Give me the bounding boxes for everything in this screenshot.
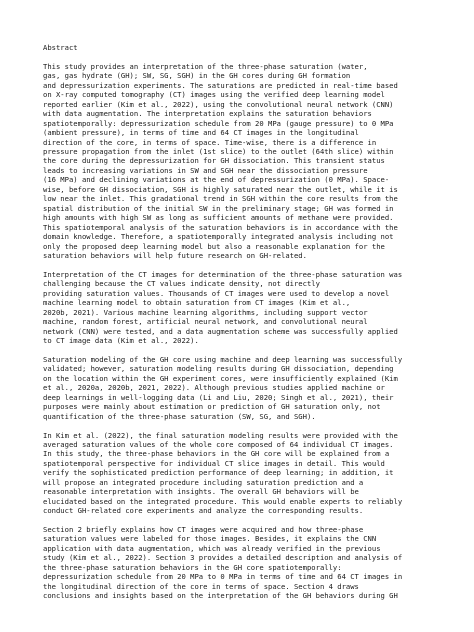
abstract-heading: Abstract <box>43 43 78 52</box>
text-line: spatiotemporally: depressurization schedule from 20 MPa (gauge pressure) to 0 MPa <box>43 118 394 128</box>
text-line: validated; however, saturation modeling results during GH dissociation, depending <box>43 364 394 374</box>
text-line: the core during the depressurization for GH dissociation. This transient status <box>43 156 385 166</box>
text-line: will propose an integrated procedure including saturation prediction and a <box>43 477 364 487</box>
text-line: Saturation modeling of the GH core using machine and deep learning was successfully <box>43 354 403 364</box>
text-line: and depressurization experiments. The saturations are predicted in real-time based <box>43 80 398 90</box>
text-line: high amounts with high SW as long as sufficient amounts of methane were provided. <box>43 213 394 223</box>
text-line: Interpretation of the CT images for determination of the three-phase saturation was <box>43 269 403 279</box>
text-line: low near the inlet. This gradational trend in SGH within the core results from the <box>43 194 398 204</box>
paragraph-2 <box>43 270 463 346</box>
text-line: wise, before GH dissociation, SGH is highly saturated near the outlet, while it is <box>43 184 398 194</box>
text-line: to CT image data (Kim et al., 2022). <box>43 336 199 346</box>
text-line: spatial distribution of the initial SW in the preliminary stage; GH was formed in <box>43 203 394 213</box>
text-line: Section 2 briefly explains how CT images were acquired and how three-phase <box>43 525 364 535</box>
text-line: 2020b, 2021). Various machine learning algorithms, including support vector <box>43 307 368 317</box>
text-line: reasonable interpretation with insights. The overall GH behaviors will be <box>43 487 359 497</box>
text-line: network (CNN) were tested, and a data augmentation scheme was successfully applied <box>43 326 398 336</box>
text-line: In this study, the three-phase behaviors in the GH core will be explained from a <box>43 449 390 459</box>
text-line: leads to increasing variations in SW and SGH near the dissociation pressure <box>43 165 368 175</box>
text-line: application with data augmentation, which was already verified in the previous <box>43 543 381 553</box>
text-line: (16 MPa) and declining variations at the end of depressurization (0 MPa). Space- <box>43 175 390 185</box>
document-page <box>43 43 463 610</box>
text-line: only the proposed deep learning model but also a reasonable explanation for the <box>43 241 385 251</box>
text-line: with data augmentation. The interpretation explains the saturation behaviors <box>43 109 372 119</box>
text-line: saturation behaviors will help future research on GH-related. <box>43 250 307 260</box>
text-line: deep learnings in well-logging data (Li and Liu, 2020; Singh et al., 2021), their <box>43 392 394 402</box>
text-line: challenging because the CT values indicate density, not directly <box>43 279 320 289</box>
document-body <box>43 62 463 601</box>
text-line: on the location within the GH experiment cores, were insufficiently explained (Kim <box>43 373 398 383</box>
text-line: on X-ray computed tomography (CT) images using the verified deep learning model <box>43 90 385 100</box>
text-line: reported earlier (Kim et al., 2022), using the convolutional neural network (CNN) <box>43 99 394 109</box>
text-line: machine learning model to obtain saturation from CT images (Kim et al., <box>43 298 351 308</box>
text-line: quantification of the three-phase saturation (SW, SG, and SGH). <box>43 411 316 421</box>
text-line: study (Kim et al., 2022). Section 3 provides a detailed description and analysis of <box>43 553 403 563</box>
text-line: conduct GH-related core experiments and analyze the corresponding results. <box>43 506 364 516</box>
text-line: saturation values were labeled for those images. Besides, it explains the CNN <box>43 534 377 544</box>
text-line: direction of the core, in terms of space. Time-wise, there is a difference in <box>43 137 377 147</box>
text-line: pressure propagation from the inlet (1st slice) to the outlet (64th slice) within <box>43 146 394 156</box>
text-line: purposes were mainly about estimation or prediction of GH saturation only, not <box>43 402 381 412</box>
text-line: domain knowledge. Therefore, a spatiotemporally integrated analysis including not <box>43 232 394 242</box>
paragraph-3 <box>43 355 463 421</box>
text-line: depressurization schedule from 20 MPa to 0 MPa in terms of time and 64 CT images in <box>43 572 403 582</box>
text-line: This spatiotemporal analysis of the saturation behaviors is in accordance with the <box>43 222 398 232</box>
text-line: verify the sophisticated prediction performance of deep learning; in addition, it <box>43 468 394 478</box>
text-line: elucidated based on the integrated procedure. This would enable experts to reliably <box>43 496 403 506</box>
text-line: (ambient pressure), in terms of time and 64 CT images in the longitudinal <box>43 128 359 138</box>
text-line: conclusions and insights based on the interpretation of the GH behaviors during GH <box>43 591 398 601</box>
paragraph-5 <box>43 525 463 601</box>
text-line: In Kim et al. (2022), the final saturation modeling results were provided with the <box>43 430 398 440</box>
text-line: the longitudinal direction of the core in terms of space. Section 4 draws <box>43 581 359 591</box>
text-line: providing saturation values. Thousands of CT images were used to develop a novel <box>43 288 390 298</box>
text-line: et al., 2020a, 2020b, 2021, 2022). Although previous studies applied machine or <box>43 383 385 393</box>
paragraph-4 <box>43 431 463 516</box>
text-line: spatiotemporal perspective for individual CT slice images in detail. This would <box>43 458 385 468</box>
text-line: machine, random forest, artificial neural network, and convolutional neural <box>43 317 368 327</box>
text-line: the three-phase saturation behaviors in the GH core spatiotemporally: <box>43 562 342 572</box>
text-line: gas, gas hydrate (GH); SW, SG, SGH) in the GH cores during GH formation <box>43 71 351 81</box>
text-line: This study provides an interpretation of the three-phase saturation (water, <box>43 61 368 71</box>
text-line: averaged saturation values of the whole core composed of 64 individual CT images. <box>43 439 394 449</box>
paragraph-1 <box>43 62 463 261</box>
